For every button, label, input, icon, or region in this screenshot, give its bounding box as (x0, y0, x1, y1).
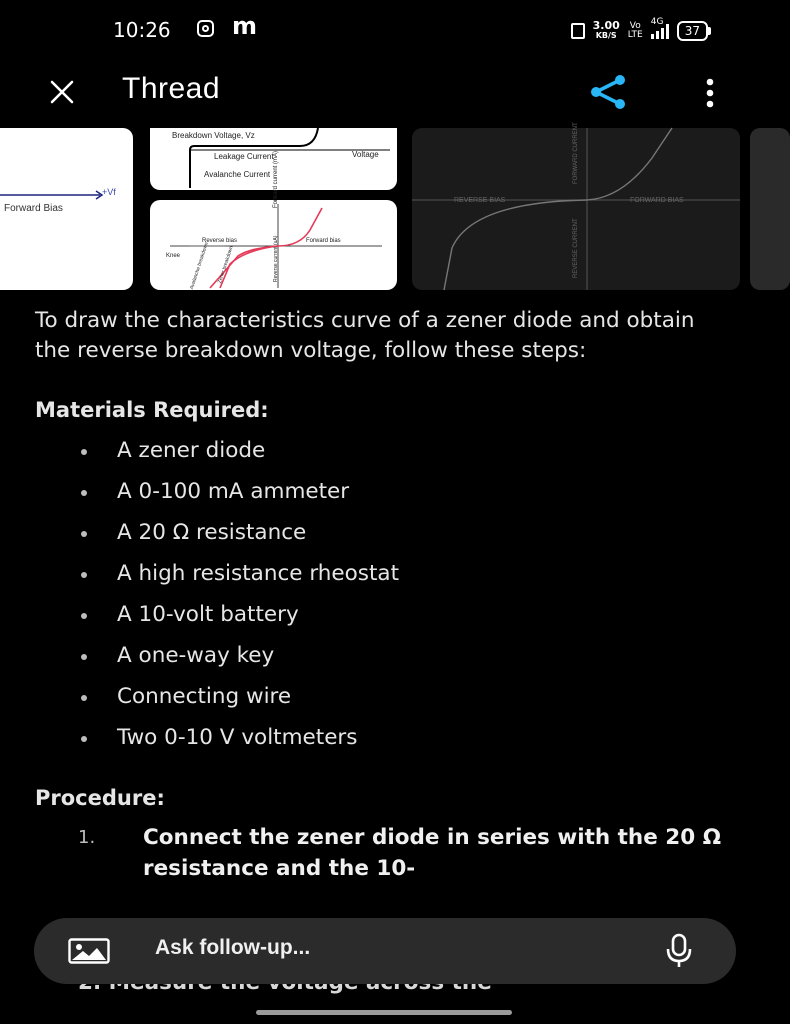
messenger-m-icon: m (232, 12, 258, 40)
procedure-heading: Procedure: (35, 786, 165, 810)
intro-paragraph: To draw the characteristics curve of a zener diode and obtain the reverse breakdown voltage, follow these steps: (35, 308, 695, 363)
status-bar (0, 0, 768, 62)
microphone-icon[interactable] (664, 933, 694, 969)
image-card-partial[interactable] (750, 128, 790, 290)
image-card-dark-iv-graph[interactable]: REVERSE BIAS FORWARD BIAS FORWARD CURRENT REVERSE CURRENT (412, 128, 740, 290)
app-bar (0, 62, 768, 128)
instagram-icon (197, 20, 214, 37)
close-button[interactable] (42, 72, 82, 112)
network-speed: 3.00 KB/S (592, 19, 620, 40)
list-item: A 10-volt battery (35, 594, 735, 635)
materials-heading: Materials Required: (35, 398, 269, 422)
list-item: Two 0-10 V voltmeters (35, 717, 735, 758)
battery-icon: 37 (677, 21, 708, 41)
hidden-next-step (0, 984, 768, 1008)
page-title: Thread (122, 72, 221, 105)
list-item: A zener diode (35, 430, 735, 471)
answer-content (35, 306, 735, 884)
materials-list (35, 430, 735, 758)
image-attach-icon[interactable] (68, 938, 110, 964)
ask-follow-up-bar[interactable] (34, 918, 736, 984)
close-icon (49, 79, 75, 105)
share-button[interactable] (584, 68, 632, 116)
list-item: A 20 Ω resistance (35, 512, 735, 553)
list-item: A one-way key (35, 635, 735, 676)
signal-icon: 4G (651, 23, 669, 39)
image-carousel[interactable] (0, 122, 768, 292)
status-right (571, 17, 708, 42)
list-item: A high resistance rheostat (35, 553, 735, 594)
vibrate-icon (571, 23, 585, 39)
home-indicator[interactable] (256, 1010, 512, 1015)
image-card-zener-curve[interactable]: Breakdown Voltage, Vz Leakage Current Voltage Avalanche Current (150, 128, 397, 190)
more-options-button[interactable] (690, 68, 730, 116)
volte-icon: Vo LTE (627, 21, 643, 40)
image-card-zener-forward-reverse[interactable]: Reverse bias Forward bias Knee Forward current (mA) Reverse current (uA) Avalanche breakdown Zener breakdown (150, 200, 397, 290)
share-icon (584, 68, 632, 116)
image-card-forward-bias[interactable]: +Vf Forward Bias (0, 128, 133, 290)
ask-follow-up-input[interactable]: Ask follow-up... (155, 936, 311, 959)
list-item: Connecting wire (35, 676, 735, 717)
more-vert-icon (690, 68, 730, 116)
list-item: A 0-100 mA ammeter (35, 471, 735, 512)
status-time: 10:26 (113, 18, 171, 42)
procedure-step: 1. Connect the zener diode in series with the 20 Ω resistance and the 10- (78, 825, 721, 881)
